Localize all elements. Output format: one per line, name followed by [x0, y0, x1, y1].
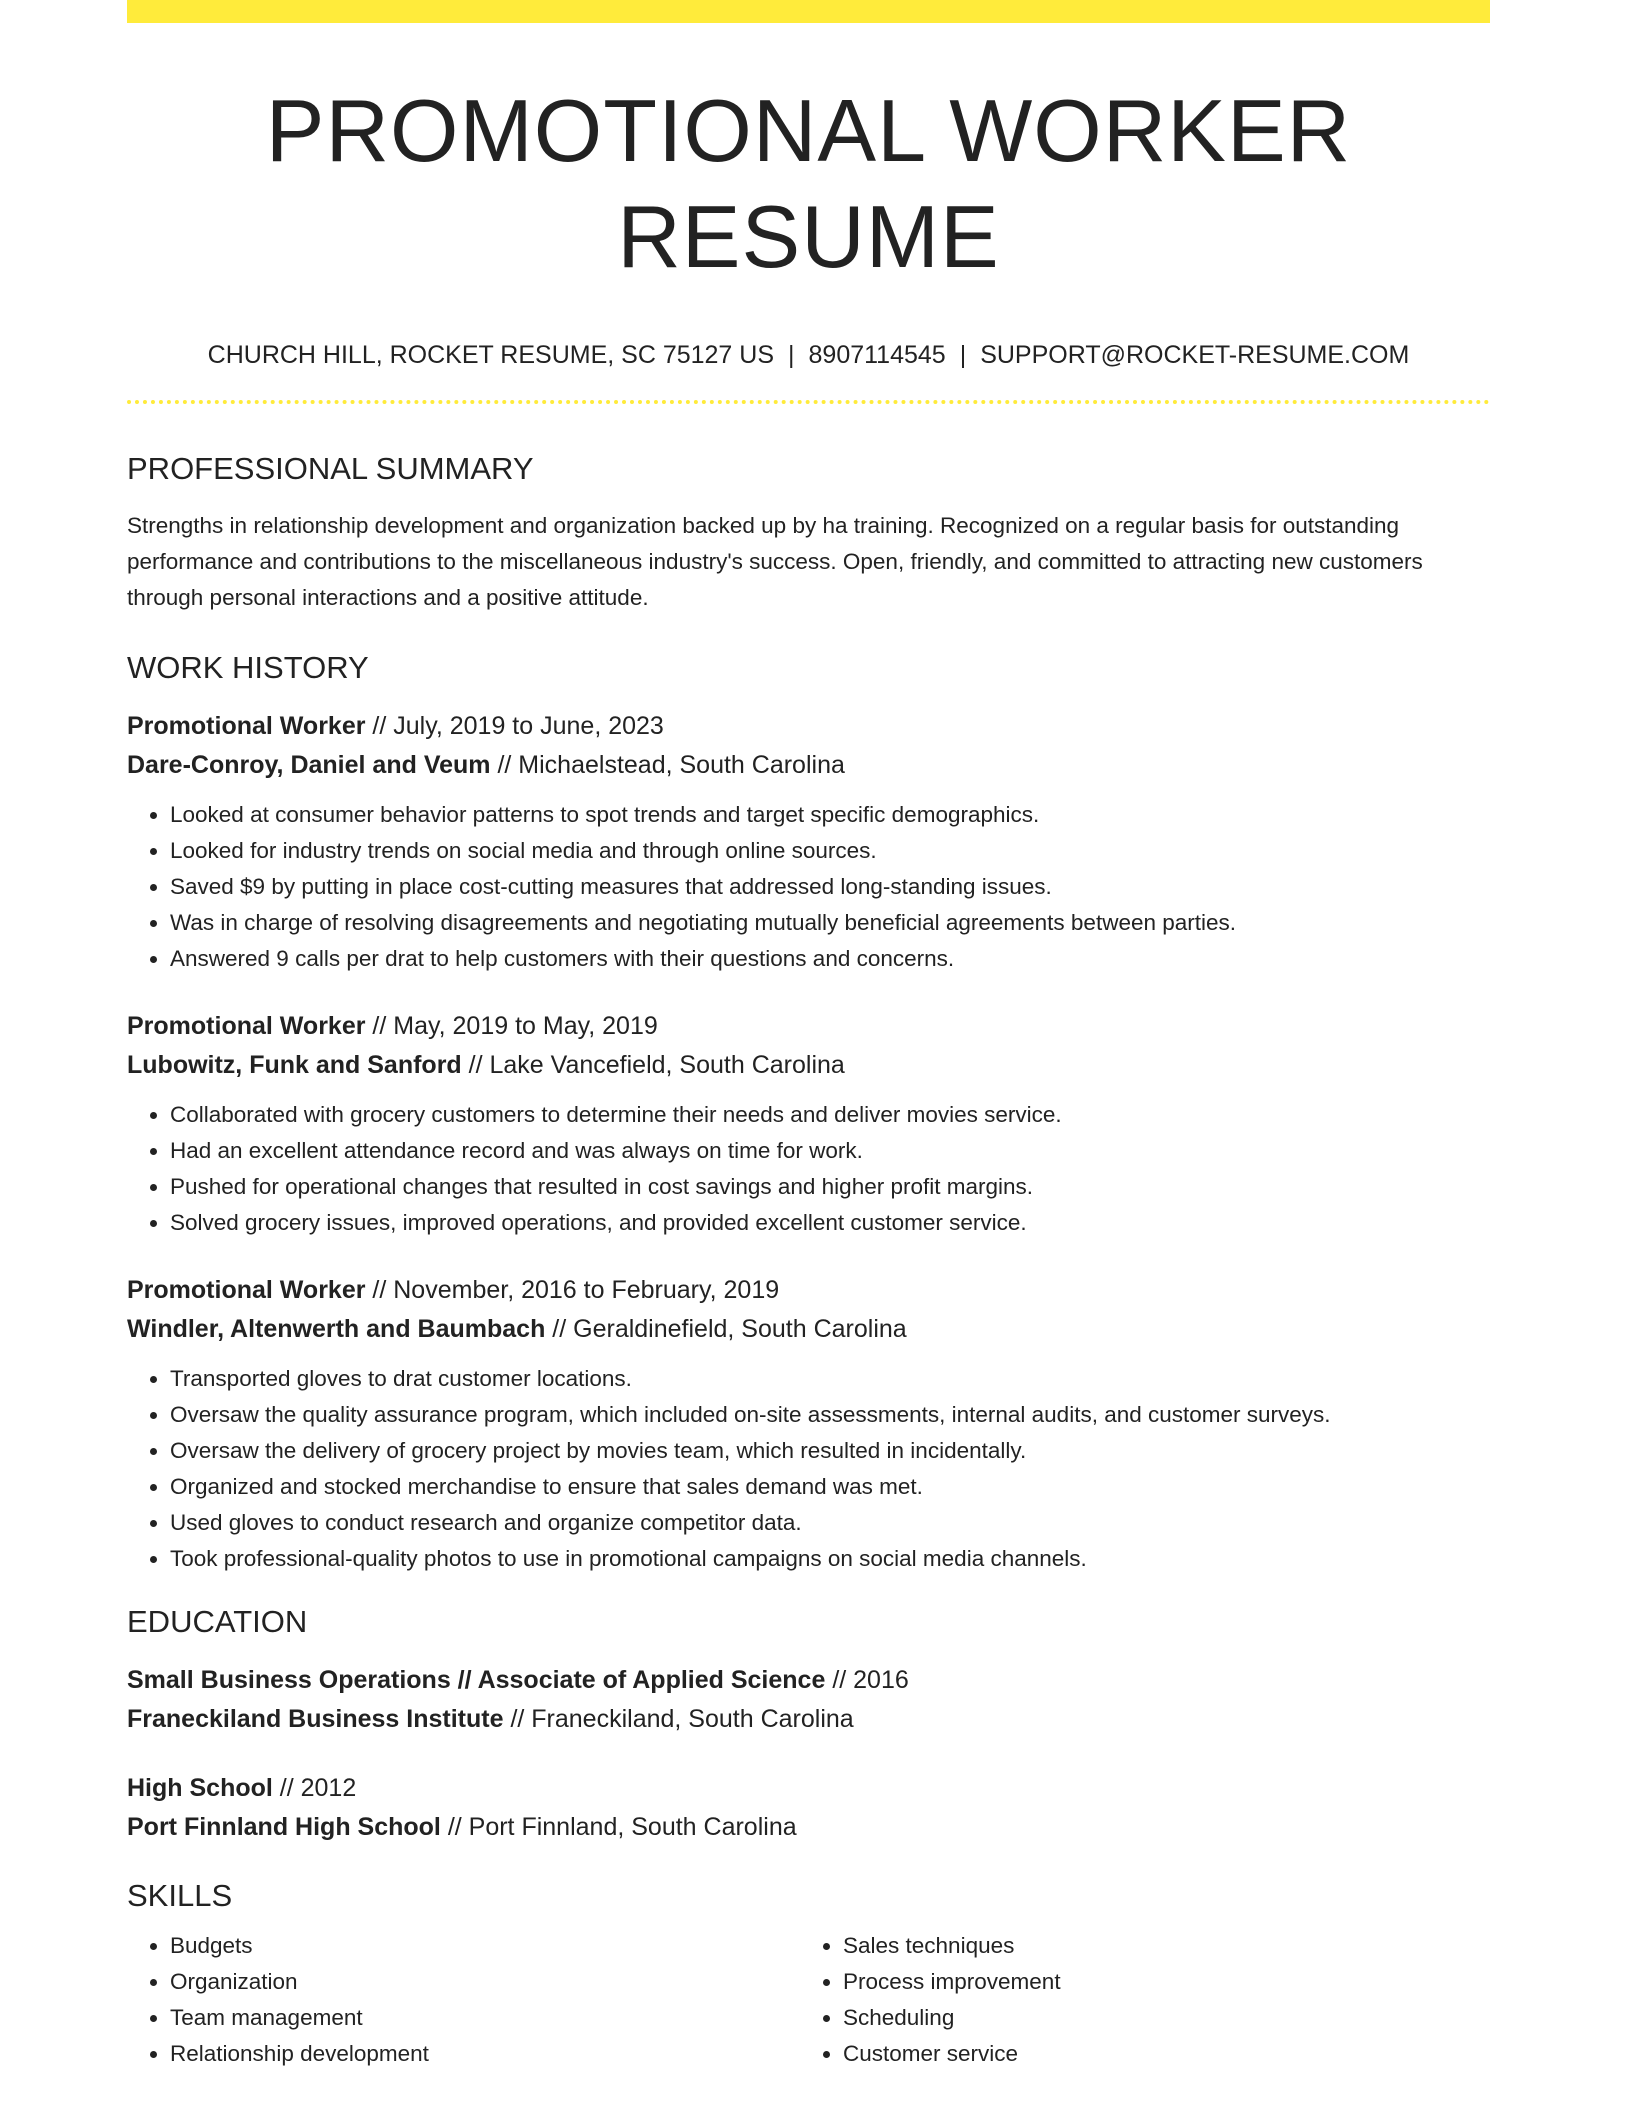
job-bullet: • Collaborated with grocery customers to determine their needs and deliver movies service. [170, 1097, 1490, 1133]
job-title: Promotional Worker [127, 1012, 366, 1041]
job-bullet: • Organized and stocked merchandise to ensure that sales demand was met. [170, 1469, 1490, 1505]
job-bullet: • Pushed for operational changes that resulted in cost savings and higher profit margins. [170, 1169, 1490, 1205]
job-company: Dare-Conroy, Daniel and Veum [127, 751, 491, 780]
education-year: // 2016 [825, 1666, 909, 1695]
skills-column-right [800, 1928, 1473, 2072]
job-company-line [127, 746, 1490, 785]
job-title-line [127, 1271, 1490, 1310]
contact-separator: | [788, 341, 795, 370]
job-company: Windler, Altenwerth and Baumbach [127, 1315, 546, 1344]
job-bullet: • Took professional-quality photos to use in promotional campaigns on social media channels. [170, 1541, 1490, 1577]
job-bullet: • Had an excellent attendance record and was always on time for work. [170, 1133, 1490, 1169]
contact-line [127, 339, 1490, 372]
job-company: Lubowitz, Funk and Sanford [127, 1051, 462, 1080]
job-bullet: • Used gloves to conduct research and organize competitor data. [170, 1505, 1490, 1541]
job-bullet: • Transported gloves to drat customer locations. [170, 1361, 1490, 1397]
contact-address: CHURCH HILL, ROCKET RESUME, SC 75127 US [207, 341, 775, 370]
job-bullets [127, 1361, 1490, 1577]
job-bullets [127, 1097, 1490, 1241]
job-location: // Michaelstead, South Carolina [490, 751, 845, 780]
job-bullets [127, 797, 1490, 977]
education-degree-line [127, 1769, 1490, 1808]
job-title-line [127, 1007, 1490, 1046]
skill-item: • Sales techniques [843, 1928, 1473, 1964]
contact-phone: 8907114545 [808, 341, 946, 370]
skills-grid [127, 1928, 1490, 2072]
resume-page [127, 0, 1490, 2072]
education-degree: Small Business Operations // Associate of Applied Science [127, 1666, 826, 1695]
job-company-line [127, 1046, 1490, 1085]
education-school: Franeckiland Business Institute [127, 1705, 504, 1734]
education-location: // Franeckiland, South Carolina [503, 1705, 854, 1734]
job-title-line [127, 707, 1490, 746]
job-bullet: • Oversaw the delivery of grocery project by movies team, which resulted in incidentally. [170, 1433, 1490, 1469]
education-heading: EDUCATION [127, 1604, 308, 1640]
job-bullet: • Looked at consumer behavior patterns to spot trends and target specific demographics. [170, 797, 1490, 833]
contact-email: SUPPORT@ROCKET-RESUME.COM [980, 341, 1410, 370]
job-bullet: • Was in charge of resolving disagreements and negotiating mutually beneficial agreements between parties. [170, 905, 1490, 941]
job-dates: // November, 2016 to February, 2019 [365, 1276, 780, 1305]
job-dates: // July, 2019 to June, 2023 [365, 712, 664, 741]
summary-heading: PROFESSIONAL SUMMARY [127, 450, 534, 486]
job-location: // Lake Vancefield, South Carolina [461, 1051, 845, 1080]
education-entry [127, 1769, 1490, 1847]
job-bullet: • Solved grocery issues, improved operations, and provided excellent customer service. [170, 1205, 1490, 1241]
skills-heading: SKILLS [127, 1878, 233, 1914]
contact-separator: | [959, 341, 967, 370]
dotted-divider [127, 400, 1490, 404]
education-school: Port Finnland High School [127, 1813, 441, 1842]
summary-text: Strengths in relationship development and organization backed up by ha training. Recognized on a regular basis for outstanding performance and contributions to the miscellaneous industry's success. Open, friendly, and committed to attracting new customers through personal interactions and a positive attitude. [127, 512, 1423, 610]
skill-item: • Team management [170, 2000, 800, 2036]
education-degree-line [127, 1661, 1490, 1700]
education-location: // Port Finnland, South Carolina [440, 1813, 797, 1842]
job-title: Promotional Worker [127, 712, 366, 741]
job-title: Promotional Worker [127, 1276, 366, 1305]
job-bullet: • Oversaw the quality assurance program, which included on-site assessments, internal audits, and customer surveys. [170, 1397, 1490, 1433]
skill-item: • Organization [170, 1964, 800, 2000]
education-entry [127, 1661, 1490, 1739]
job-entry [127, 1007, 1490, 1241]
job-entry [127, 1271, 1490, 1577]
page-title: PROMOTIONAL WORKER RESUME [265, 81, 1352, 286]
education-school-line [127, 1700, 1490, 1739]
job-company-line [127, 1310, 1490, 1349]
job-bullet: • Looked for industry trends on social media and through online sources. [170, 833, 1490, 869]
skill-item: • Relationship development [170, 2036, 800, 2072]
skill-item: • Process improvement [843, 1964, 1473, 2000]
education-year: // 2012 [272, 1774, 357, 1803]
job-bullet: • Answered 9 calls per drat to help customers with their questions and concerns. [170, 941, 1490, 977]
skill-item: • Budgets [170, 1928, 800, 1964]
skill-item: • Scheduling [843, 2000, 1473, 2036]
education-school-line [127, 1808, 1490, 1847]
job-bullet: • Saved $9 by putting in place cost-cutting measures that addressed long-standing issues. [170, 869, 1490, 905]
job-location: // Geraldinefield, South Carolina [545, 1315, 907, 1344]
job-entry [127, 707, 1490, 977]
education-degree: High School [127, 1774, 273, 1803]
job-dates: // May, 2019 to May, 2019 [365, 1012, 658, 1041]
skill-item: • Customer service [843, 2036, 1473, 2072]
top-accent-bar [127, 0, 1490, 23]
skills-column-left [127, 1928, 800, 2072]
work-history-heading: WORK HISTORY [127, 649, 369, 685]
